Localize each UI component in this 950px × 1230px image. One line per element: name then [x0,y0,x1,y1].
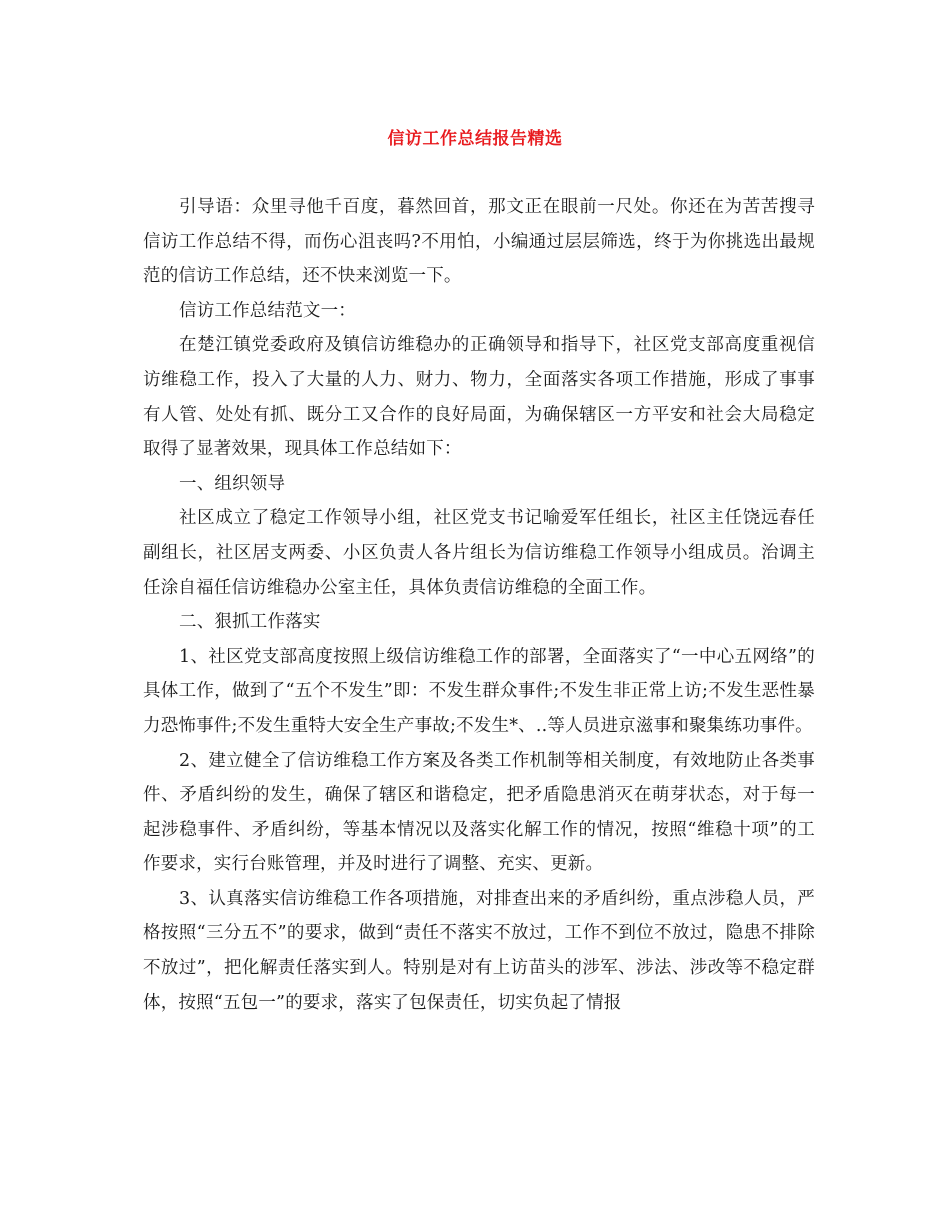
sample-heading: 信访工作总结范文一： [179,300,356,321]
document-body [143,190,815,1020]
opening-paragraph: 在楚江镇党委政府及镇信访维稳办的正确领导和指导下，社区党支部高度重视信访维稳工作，投入了大量的人力、财力、物力，全面落实各项工作措施，形成了事事有人管、处处有抓、既分工又合作的良好局面，为确保辖区一方平安和社会大局稳定取得了显著效果，现具体工作总结如下： [143,335,815,460]
document-title: 信访工作总结报告精选 [387,129,563,149]
implementation-item-3: 3、认真落实信访维稳工作各项措施，对排查出来的矛盾纠纷，重点涉稳人员，严格按照“三分五不”的要求，做到“责任不落实不放过，工作不到位不放过，隐患不排除不放过”，把化解责任落实到人。特别是对有上访苗头的涉军、涉法、涉改等不稳定群体，按照“五包一”的要求，落实了包保责任，切实负起了情报 [143,888,815,1013]
section-heading-implementation: 二、狠抓工作落实 [179,612,321,633]
implementation-item-1: 1、社区党支部高度按照上级信访维稳工作的部署，全面落实了“一中心五网络”的具体工作，做到了“五个不发生”即：不发生群众事件;不发生非正常上访;不发生恶性暴力恐怖事件;不发生重特大安全生产事故;不发生*、..等人员进京滋事和聚集练功事件。 [143,646,815,736]
organization-paragraph: 社区成立了稳定工作领导小组，社区党支书记喻爱军任组长，社区主任饶远春任副组长，社区居支两委、小区负责人各片组长为信访维稳工作领导小组成员。治调主任涂自福任信访维稳办公室主任，具体负责信访维稳的全面工作。 [143,508,815,598]
intro-paragraph: 引导语：众里寻他千百度，暮然回首，那文正在眼前一尺处。你还在为苦苦搜寻信访工作总结不得，而伤心沮丧吗?不用怕，小编通过层层筛选，终于为你挑选出最规范的信访工作总结，还不快来浏览一下。 [143,197,815,287]
section-heading-organization: 一、组织领导 [179,473,286,494]
implementation-item-2: 2、建立健全了信访维稳工作方案及各类工作机制等相关制度，有效地防止各类事件、矛盾纠纷的发生，确保了辖区和谐稳定，把矛盾隐患消灭在萌芽状态，对于每一起涉稳事件、矛盾纠纷，等基本情况以及落实化解工作的情况，按照“维稳十项”的工作要求，实行台账管理，并及时进行了调整、充实、更新。 [143,750,815,875]
